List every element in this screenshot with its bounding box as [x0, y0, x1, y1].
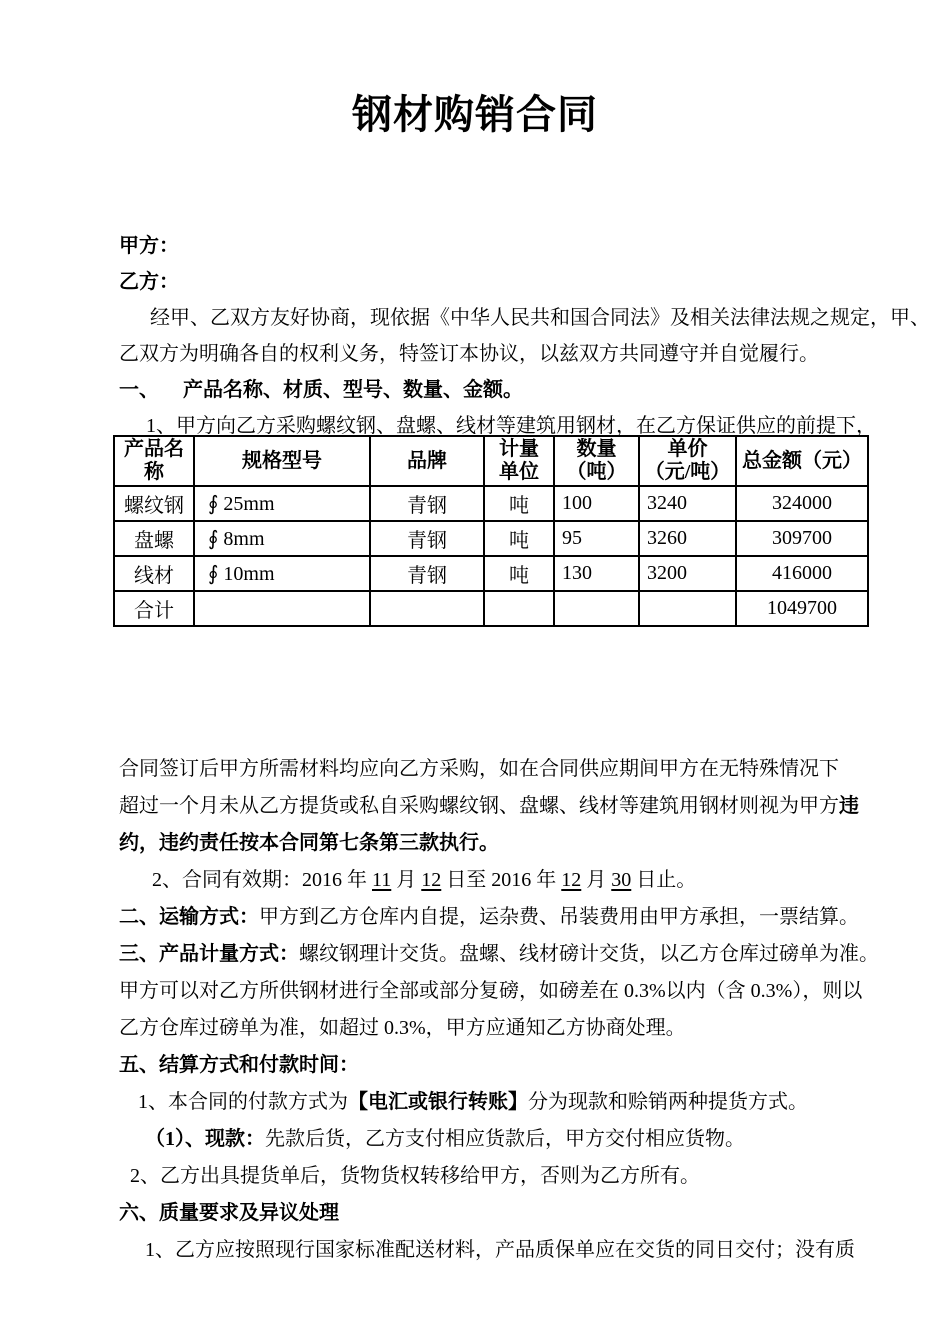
breach-line-1: 合同签订后甲方所需材料均应向乙方采购，如在合同供应期间甲方在无特殊情况下: [119, 758, 839, 780]
measurement-label: 三、产品计量方式：: [119, 943, 299, 965]
table-row-rebar: [114, 486, 868, 521]
payment-pre: 1、本合同的付款方式为: [138, 1091, 348, 1113]
validity-start-month: 11: [372, 869, 392, 891]
contract-body: [0, 228, 950, 1269]
breach-line-2-text: 超过一个月未从乙方提货或私自采购螺纹钢、盘螺、线材等建筑用钢材则视为甲方: [119, 795, 839, 817]
table-row-total: [114, 591, 868, 626]
transport-line: [119, 899, 890, 936]
party-a-label: 甲方：: [119, 235, 179, 257]
cell-product-name: 线材: [114, 556, 194, 591]
cash-label: （1）、现款：: [145, 1128, 265, 1150]
validity-mid-1: 月: [391, 869, 422, 891]
payment-post: 分为现款和赊销两种提货方式。: [528, 1091, 808, 1113]
col-header-total: 总金额（元）: [736, 436, 868, 486]
col-header-product-name: 产品名 称: [114, 436, 194, 486]
col-header-quantity: 数量 （吨）: [554, 436, 639, 486]
cell-total: 416000: [736, 556, 868, 591]
measurement-line-3: 乙方仓库过磅单为准，如超过 0.3%，甲方应通知乙方协商处理。: [119, 1017, 686, 1039]
quality-item-1: 1、乙方应按照现行国家标准配送材料，产品质保单应在交货的同日交付；没有质: [145, 1239, 855, 1261]
cell-grand-total: 1049700: [736, 591, 868, 626]
section1-heading: [119, 372, 890, 408]
cell-total: 309700: [736, 521, 868, 556]
breach-line-2-bold: 违: [839, 795, 859, 817]
payment-method-bold: 【电汇或银行转账】: [348, 1091, 528, 1113]
party-b-label: 乙方：: [119, 271, 179, 293]
cash-text: 先款后货，乙方支付相应货款后，甲方交付相应货物。: [265, 1128, 745, 1150]
col-header-spec: 规格型号: [194, 436, 370, 486]
cell-brand: 青钢: [370, 556, 484, 591]
blank-space: [119, 627, 890, 751]
cash-line: [119, 1121, 890, 1158]
settlement-heading: 五、结算方式和付款时间：: [119, 1054, 359, 1076]
cell-brand: 青钢: [370, 486, 484, 521]
transport-label: 二、运输方式：: [119, 906, 259, 928]
cell-unit-price: 3260: [639, 521, 736, 556]
validity-mid-3: 月: [581, 869, 612, 891]
ownership-line: 2、乙方出具提货单后，货物货权转移给甲方，否则为乙方所有。: [130, 1165, 700, 1187]
cell-product-name: 螺纹钢: [114, 486, 194, 521]
cell-unit: 吨: [484, 556, 554, 591]
transport-text: 甲方到乙方仓库内自提，运杂费、吊装费用由甲方承担，一票结算。: [259, 906, 859, 928]
product-table: [113, 435, 869, 627]
validity-start-day: 12: [421, 869, 442, 891]
cell-unit-price: 3200: [639, 556, 736, 591]
payment-method-line: [119, 1084, 890, 1121]
col-header-unit: 计量 单位: [484, 436, 554, 486]
validity-line: [119, 862, 890, 899]
col-header-unit-price: 单价 （元/吨）: [639, 436, 736, 486]
cell-total-label: 合计: [114, 591, 194, 626]
cell-brand: 青钢: [370, 521, 484, 556]
breach-line-3: 约，违约责任按本合同第七条第三款执行。: [119, 832, 499, 854]
cell-spec: ∮ 25mm: [194, 486, 370, 521]
validity-end-day: 30: [611, 869, 632, 891]
measurement-text: 螺纹钢理计交货。盘螺、线材磅计交货，以乙方仓库过磅单为准。: [299, 943, 879, 965]
cell-unit: [484, 591, 554, 626]
measurement-line-2: 甲方可以对乙方所供钢材进行全部或部分复磅，如磅差在 0.3%以内（含 0.3%），则以: [119, 980, 863, 1002]
page-title: 钢材购销合同: [352, 93, 598, 137]
breach-line-2: [119, 788, 890, 825]
section1-heading-text: 产品名称、材质、型号、数量、金额。: [183, 379, 523, 401]
cell-quantity: 100: [554, 486, 639, 521]
measurement-line-1: [119, 936, 890, 973]
validity-mid-2: 日至 2016 年: [441, 869, 562, 891]
table-row-coil: [114, 521, 868, 556]
cell-spec: ∮ 10mm: [194, 556, 370, 591]
cell-spec: [194, 591, 370, 626]
table-row-wire: [114, 556, 868, 591]
cell-total: 324000: [736, 486, 868, 521]
cell-spec: ∮ 8mm: [194, 521, 370, 556]
cell-brand: [370, 591, 484, 626]
cell-unit: 吨: [484, 521, 554, 556]
cell-product-name: 盘螺: [114, 521, 194, 556]
section1-item1: 1、甲方向乙方采购螺纹钢、盘螺、线材等建筑用钢材，在乙方保证供应的前提下，: [146, 415, 876, 437]
cell-quantity: 95: [554, 521, 639, 556]
section1-number: 一、: [119, 379, 159, 401]
cell-quantity: [554, 591, 639, 626]
validity-suffix: 日止。: [631, 869, 697, 891]
quality-heading: 六、质量要求及异议处理: [119, 1202, 339, 1224]
col-header-brand: 品牌: [370, 436, 484, 486]
intro-line-2: 乙双方为明确各自的权利义务，特签订本协议，以兹双方共同遵守并自觉履行。: [119, 343, 819, 365]
cell-unit-price: 3240: [639, 486, 736, 521]
cell-quantity: 130: [554, 556, 639, 591]
cell-unit-price: [639, 591, 736, 626]
intro-line-1: 经甲、乙双方友好协商，现依据《中华人民共和国合同法》及相关法律法规之规定，甲、: [150, 307, 930, 329]
validity-end-month: 12: [561, 869, 582, 891]
validity-prefix: 2、合同有效期：2016 年: [152, 869, 372, 891]
cell-unit: 吨: [484, 486, 554, 521]
